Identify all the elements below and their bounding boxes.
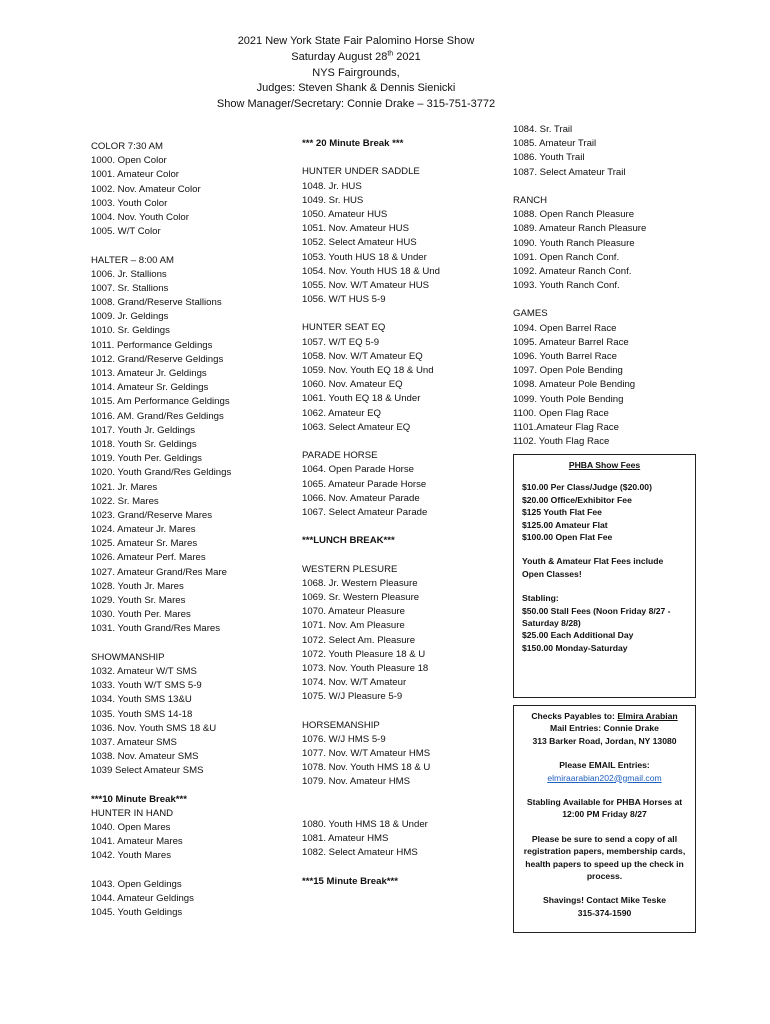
spacer <box>91 637 291 651</box>
class-entry: 1071. Nov. Am Pleasure <box>302 620 405 632</box>
class-entry: 1066. Nov. Amateur Parade <box>302 492 420 504</box>
class-entry: 1037. Amateur SMS <box>91 736 177 748</box>
class-entry: 1054. Nov. Youth HUS 18 & Und <box>302 265 440 277</box>
class-entry: 1088. Open Ranch Pleasure <box>513 209 635 221</box>
class-entry: 1034. Youth SMS 13&U <box>91 694 192 706</box>
class-entry: 1057. W/T EQ 5-9 <box>302 336 380 348</box>
class-entry: HORSEMANSHIP <box>302 719 380 731</box>
class-entry: 1086. Youth Trail <box>513 152 585 164</box>
class-entry: 1019. Youth Per. Geldings <box>91 453 202 465</box>
spacer <box>302 790 502 804</box>
spacer <box>302 151 502 165</box>
stabling-line: Saturday 8/28) <box>522 618 581 629</box>
fees-title: PHBA Show Fees <box>568 460 641 470</box>
class-entry: 1010. Sr. Geldings <box>91 325 170 337</box>
class-entry: 1018. Youth Sr. Geldings <box>91 438 197 450</box>
show-judges: Judges: Steven Shank & Dennis Sienicki <box>256 82 456 95</box>
document-header <box>0 34 712 113</box>
class-entry: COLOR 7:30 AM <box>91 141 163 152</box>
papers-note: registration papers, membership cards, <box>523 846 686 857</box>
shavings-phone: 315-374-1590 <box>577 907 632 918</box>
break-heading: ***15 Minute Break*** <box>302 875 398 887</box>
class-entry: 1006. Jr. Stallions <box>91 268 167 280</box>
class-entry: 1060. Nov. Amateur EQ <box>302 379 403 391</box>
spacer <box>513 293 713 307</box>
fee-note: Open Classes! <box>522 568 582 579</box>
show-manager: Show Manager/Secretary: Connie Drake – 315-751-3772 <box>216 98 496 111</box>
class-entry: 1013. Amateur Jr. Geldings <box>91 368 207 379</box>
class-entry: 1012. Grand/Reserve Geldings <box>91 353 224 365</box>
class-entry: 1033. Youth W/T SMS 5-9 <box>91 680 202 692</box>
class-entry: 1031. Youth Grand/Res Mares <box>91 623 221 635</box>
fee-line: $100.00 Open Flat Fee <box>522 532 613 543</box>
class-entry: 1090. Youth Ranch Pleasure <box>513 237 635 249</box>
entry-info-box <box>513 705 696 933</box>
papers-note: process. <box>586 871 623 882</box>
class-entry: 1042. Youth Mares <box>91 850 172 862</box>
class-entry: 1087. Select Amateur Trail <box>513 166 626 178</box>
show-date-text: Saturday August 28 <box>291 50 388 63</box>
class-entry: 1059. Nov. Youth EQ 18 & Und <box>302 365 434 376</box>
spacer <box>302 861 502 875</box>
spacer <box>302 520 502 534</box>
class-entry: 1063. Select Amateur EQ <box>302 421 411 433</box>
class-entry: 1097. Open Pole Bending <box>513 365 623 377</box>
class-entry: 1029. Youth Sr. Mares <box>91 595 186 606</box>
class-entry: 1081. Amateur HMS <box>302 833 389 845</box>
class-entry: GAMES <box>513 308 548 320</box>
class-list-column-2 <box>302 137 502 889</box>
class-entry: 1021. Jr. Mares <box>91 481 158 493</box>
class-entry: 1050. Amateur HUS <box>302 208 388 220</box>
class-entry: HUNTER UNDER SADDLE <box>302 166 420 178</box>
class-entry: 1049. Sr. HUS <box>302 194 364 206</box>
class-entry: 1022. Sr. Mares <box>91 495 159 507</box>
class-entry: 1000. Open Color <box>91 155 167 167</box>
class-entry: 1073. Nov. Youth Pleasure 18 <box>302 662 429 674</box>
class-entry: 1030. Youth Per. Mares <box>91 609 191 621</box>
class-entry: 1053. Youth HUS 18 & Under <box>302 251 427 263</box>
class-entry: 1023. Grand/Reserve Mares <box>91 509 213 521</box>
class-entry: 1099. Youth Pole Bending <box>513 393 624 405</box>
stabling-line: $25.00 Each Additional Day <box>522 630 634 641</box>
spacer <box>302 548 502 562</box>
class-entry: 1064. Open Parade Horse <box>302 464 415 476</box>
class-entry: 1028. Youth Jr. Mares <box>91 580 184 592</box>
spacer <box>91 864 291 878</box>
class-entry: 1014. Amateur Sr. Geldings <box>91 382 209 394</box>
checks-payable <box>522 710 687 722</box>
class-entry: 1072. Youth Pleasure 18 & U <box>302 648 426 660</box>
email-label: Please EMAIL Entries: <box>559 760 650 771</box>
show-date-year: 2021 <box>393 50 421 63</box>
class-entry: 1085. Amateur Trail <box>513 138 597 150</box>
class-entry: 1040. Open Mares <box>91 822 171 833</box>
class-entry: 1035. Youth SMS 14-18 <box>91 708 193 720</box>
class-entry: 1043. Open Geldings <box>91 878 182 890</box>
class-entry: 1044. Amateur Geldings <box>91 892 194 904</box>
class-entry: 1067. Select Amateur Parade <box>302 506 428 518</box>
stabling-availability: Stabling Available for PHBA Horses at <box>526 797 683 808</box>
class-entry: 1100. Open Flag Race <box>513 407 609 419</box>
class-entry: 1091. Open Ranch Conf. <box>513 251 620 263</box>
class-entry: 1075. W/J Pleasure 5-9 <box>302 691 403 703</box>
spacer <box>302 705 502 719</box>
class-entry: 1069. Sr. Western Pleasure <box>302 592 420 603</box>
class-entry: 1038. Nov. Amateur SMS <box>91 751 199 763</box>
stabling-title: Stabling: <box>522 593 559 604</box>
class-entry: RANCH <box>513 194 548 206</box>
class-entry: 1102. Youth Flag Race <box>513 436 610 448</box>
break-heading: ***LUNCH BREAK*** <box>302 535 395 547</box>
class-entry: 1096. Youth Barrel Race <box>513 351 618 362</box>
class-entry: 1052. Select Amateur HUS <box>302 237 417 249</box>
fee-note: Youth & Amateur Flat Fees include <box>522 556 664 567</box>
class-entry: 1005. W/T Color <box>91 226 161 238</box>
spacer <box>302 804 502 818</box>
class-entry: 1036. Nov. Youth SMS 18 &U <box>91 722 217 734</box>
mail-address: 313 Barker Road, Jordan, NY 13080 <box>532 735 677 746</box>
shavings-contact: Shavings! Contact Mike Teske <box>542 895 667 906</box>
class-entry: 1077. Nov. W/T Amateur HMS <box>302 748 431 760</box>
class-entry: SHOWMANSHIP <box>91 651 165 663</box>
class-entry: 1070. Amateur Pleasure <box>302 606 405 618</box>
show-fees-box <box>513 454 696 698</box>
class-entry: 1061. Youth EQ 18 & Under <box>302 393 421 405</box>
class-entry: 1084. Sr. Trail <box>513 124 573 135</box>
class-entry: 1072. Select Am. Pleasure <box>302 634 416 646</box>
class-entry: 1068. Jr. Western Pleasure <box>302 577 418 589</box>
class-entry: 1015. Am Performance Geldings <box>91 396 230 408</box>
checks-name: Elmira Arabian <box>617 711 678 721</box>
class-entry: HUNTER IN HAND <box>91 807 174 819</box>
class-entry: 1076. W/J HMS 5-9 <box>302 733 386 745</box>
class-entry: 1062. Amateur EQ <box>302 407 381 419</box>
show-date <box>0 50 712 66</box>
class-entry: HUNTER SEAT EQ <box>302 322 386 334</box>
class-entry: 1065. Amateur Parade Horse <box>302 478 427 490</box>
class-entry: 1045. Youth Geldings <box>91 907 183 919</box>
class-entry: 1079. Nov. Amateur HMS <box>302 776 411 788</box>
class-entry: 1055. Nov. W/T Amateur HUS <box>302 279 430 291</box>
class-entry: 1098. Amateur Pole Bending <box>513 379 636 391</box>
class-entry: 1026. Amateur Perf. Mares <box>91 552 206 564</box>
class-entry: 1011. Performance Geldings <box>91 339 213 351</box>
class-entry: 1101.Amateur Flag Race <box>513 421 619 433</box>
class-entry: 1092. Amateur Ranch Conf. <box>513 265 632 277</box>
class-entry: 1003. Youth Color <box>91 197 168 209</box>
spacer <box>513 180 713 194</box>
email-link[interactable]: elmiraarabian202@gmail.com <box>547 772 662 783</box>
fee-line: $10.00 Per Class/Judge ($20.00) <box>522 482 652 493</box>
class-entry: 1058. Nov. W/T Amateur EQ <box>302 350 423 362</box>
fee-line: $125.00 Amateur Flat <box>522 519 608 530</box>
spacer <box>91 778 291 792</box>
spacer <box>302 435 502 449</box>
spacer <box>91 239 291 253</box>
stabling-line: $150.00 Monday-Saturday <box>522 642 628 653</box>
class-entry: 1008. Grand/Reserve Stallions <box>91 297 222 309</box>
class-entry: 1094. Open Barrel Race <box>513 322 617 334</box>
class-entry: 1095. Amateur Barrel Race <box>513 336 629 348</box>
class-entry: 1009. Jr. Geldings <box>91 311 169 323</box>
class-entry: WESTERN PLESURE <box>302 563 398 575</box>
papers-note: health papers to speed up the check in <box>525 858 684 869</box>
break-heading: ***10 Minute Break*** <box>91 793 187 805</box>
class-entry: 1020. Youth Grand/Res Geldings <box>91 467 232 479</box>
class-entry: 1004. Nov. Youth Color <box>91 211 189 223</box>
class-entry: 1025. Amateur Sr. Mares <box>91 538 198 550</box>
checks-label: Checks Payables to: <box>531 711 618 721</box>
stabling-line: $50.00 Stall Fees (Noon Friday 8/27 - <box>522 605 671 616</box>
class-entry: 1017. Youth Jr. Geldings <box>91 424 196 436</box>
class-entry: 1032. Amateur W/T SMS <box>91 665 197 677</box>
class-entry: 1089. Amateur Ranch Pleasure <box>513 223 647 235</box>
class-entry: 1051. Nov. Amateur HUS <box>302 223 410 235</box>
class-entry: 1001. Amateur Color <box>91 169 179 181</box>
class-entry: 1027. Amateur Grand/Res Mare <box>91 566 227 578</box>
class-list-column-3 <box>513 123 713 449</box>
class-entry: 1016. AM. Grand/Res Geldings <box>91 410 224 422</box>
class-entry: PARADE HORSE <box>302 450 378 462</box>
class-entry: 1056. W/T HUS 5-9 <box>302 294 386 306</box>
class-entry: 1080. Youth HMS 18 & Under <box>302 819 428 830</box>
class-list-column-1 <box>91 140 291 920</box>
class-entry: 1002. Nov. Amateur Color <box>91 183 201 195</box>
class-entry: 1041. Amateur Mares <box>91 836 183 848</box>
break-heading: *** 20 Minute Break *** <box>302 138 404 149</box>
spacer <box>302 307 502 321</box>
stabling-availability-time: 12:00 PM Friday 8/27 <box>562 809 647 820</box>
class-entry: 1048. Jr. HUS <box>302 180 362 192</box>
show-venue: NYS Fairgrounds, <box>312 66 400 79</box>
class-entry: 1074. Nov. W/T Amateur <box>302 677 407 689</box>
fee-line: $20.00 Office/Exhibitor Fee <box>522 494 632 505</box>
show-title: 2021 New York State Fair Palomino Horse Show <box>237 35 475 47</box>
mail-entries: Mail Entries: Connie Drake <box>550 723 659 734</box>
class-entry: 1024. Amateur Jr. Mares <box>91 524 196 536</box>
class-entry: 1082. Select Amateur HMS <box>302 847 418 859</box>
class-entry: 1093. Youth Ranch Conf. <box>513 280 620 292</box>
class-entry: HALTER – 8:00 AM <box>91 254 175 266</box>
class-entry: 1007. Sr. Stallions <box>91 282 169 294</box>
class-entry: 1039 Select Amateur SMS <box>91 765 204 777</box>
fee-line: $125 Youth Flat Fee <box>522 507 602 518</box>
class-entry: 1078. Nov. Youth HMS 18 & U <box>302 762 431 774</box>
papers-note: Please be sure to send a copy of all <box>531 833 678 844</box>
show-date-suffix: th <box>387 50 394 58</box>
